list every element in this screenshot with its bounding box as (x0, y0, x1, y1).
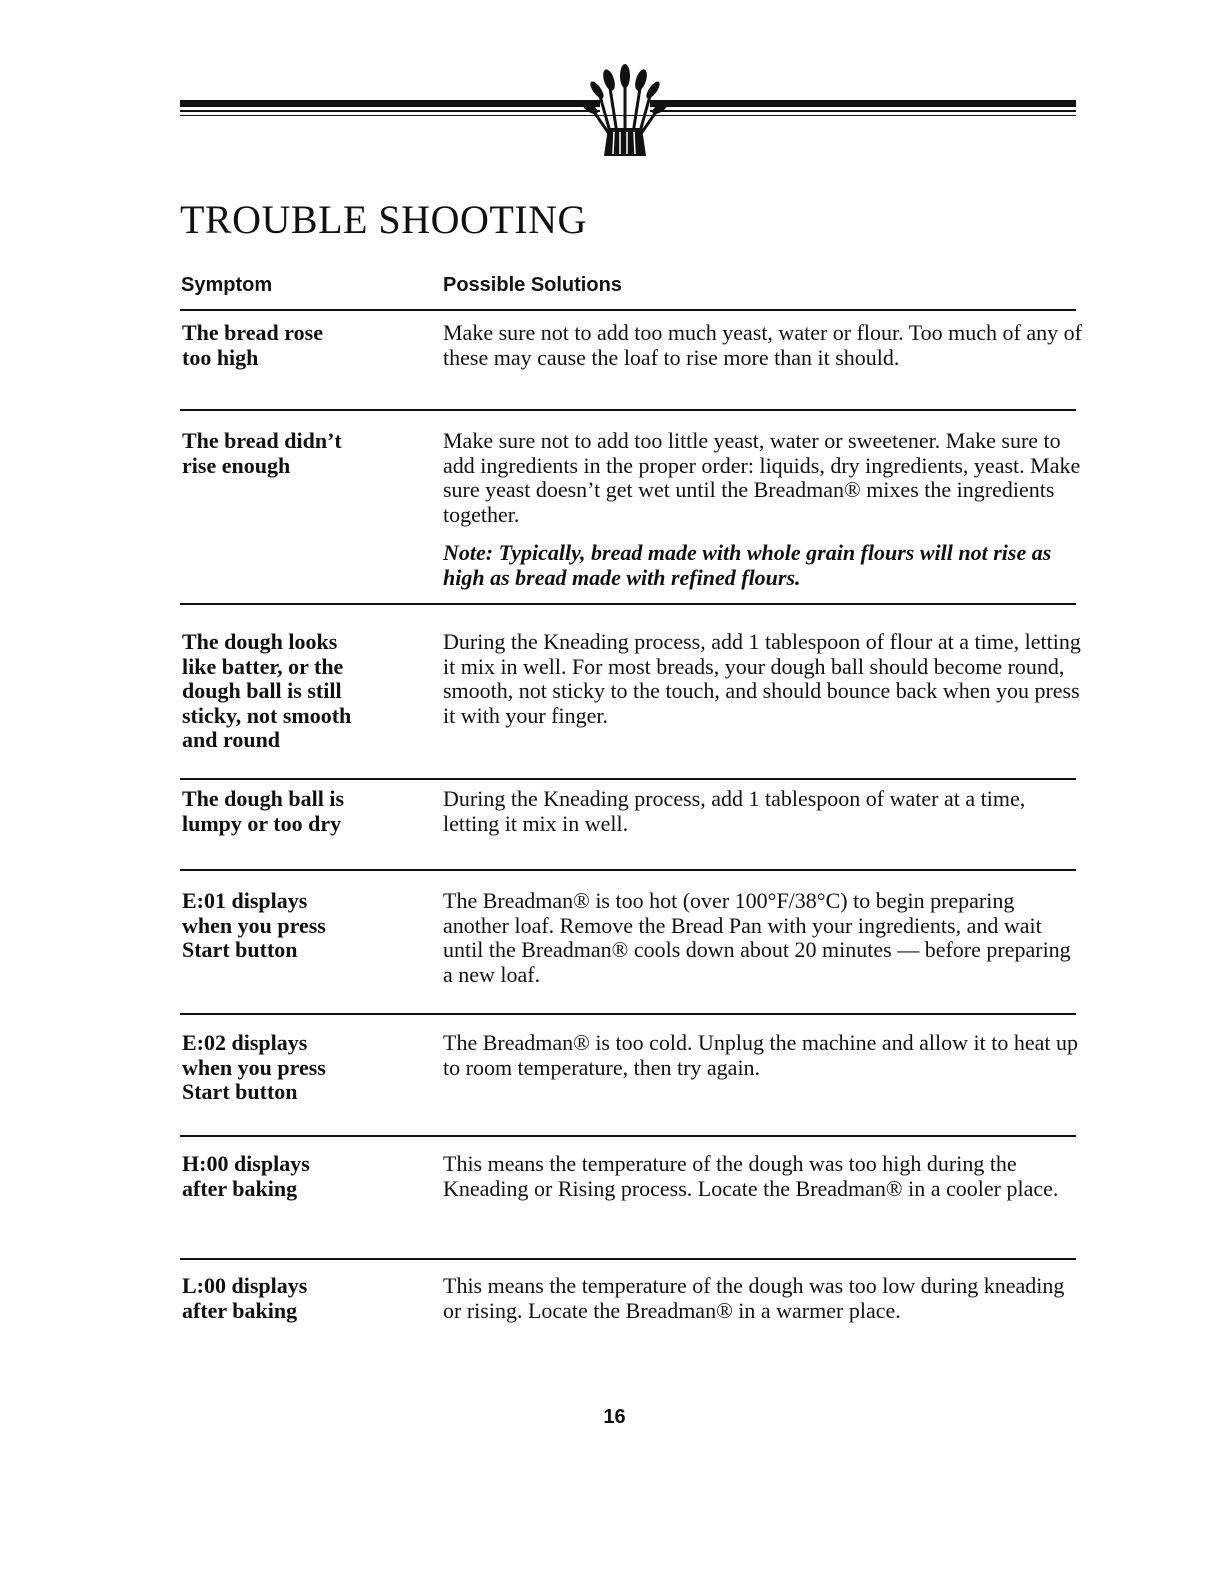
solution-note: Note: Typically, bread made with whole grain flours will not rise as high as bread made with refined flours. (443, 540, 1052, 590)
symptom-header: Symptom (181, 274, 273, 296)
row-divider (180, 1013, 1076, 1015)
wheat-sheaf-icon (580, 58, 670, 158)
solutions-header: Possible Solutions (443, 274, 622, 296)
solution-text: Make sure not to add too little yeast, water or sweetener. Make sure to add ingredients in the proper order: liquids, dry ingredients, yeast. Make sure yeast doesn’t get wet until the Breadman® mixes the ingredients together. (443, 428, 1081, 527)
symptom-text: The bread rose too high (182, 320, 323, 370)
solution-text: During the Kneading process, add 1 tablespoon of flour at a time, letting it mix in well. For most breads, your dough ball should become round, smooth, not sticky to the touch, and should bounce back when you press it with your finger. (443, 629, 1081, 728)
symptom-text: E:02 displays when you press Start button (182, 1030, 326, 1104)
symptom-text: E:01 displays when you press Start button (182, 888, 326, 962)
solution-text: This means the temperature of the dough was too low during kneading or rising. Locate the Breadman® in a warmer place. (443, 1273, 1065, 1323)
page-number: 16 (603, 1406, 626, 1428)
solution-text: The Breadman® is too hot (over 100°F/38°C) to begin preparing another loaf. Remove the Bread Pan with your ingredients, and wait until the Breadman® cools down about 20 minutes — before preparing a new loaf. (443, 888, 1071, 987)
symptom-text: The dough ball is lumpy or too dry (182, 786, 345, 836)
symptom-text: H:00 displays after baking (182, 1151, 310, 1201)
row-divider (180, 603, 1076, 605)
header-divider (180, 309, 1076, 311)
page-title: TROUBLE SHOOTING (180, 197, 587, 242)
solution-text: Make sure not to add too much yeast, water or flour. Too much of any of these may cause the loaf to rise more than it should. (443, 320, 1082, 370)
symptom-text: L:00 displays after baking (182, 1273, 308, 1323)
solution-text: This means the temperature of the dough was too high during the Kneading or Rising process. Locate the Breadman® in a cooler place. (443, 1151, 1059, 1201)
row-divider (180, 778, 1076, 780)
symptom-text: The bread didn’t rise enough (182, 428, 342, 478)
solution-text: During the Kneading process, add 1 tablespoon of water at a time, letting it mix in well. (443, 786, 1026, 836)
solution-cell (443, 429, 1083, 590)
solution-text: The Breadman® is too cold. Unplug the machine and allow it to heat up to room temperature, then try again. (443, 1030, 1079, 1080)
row-divider (180, 869, 1076, 871)
row-divider (180, 409, 1076, 411)
row-divider (180, 1135, 1076, 1137)
symptom-text: The dough looks like batter, or the dough ball is still sticky, not smooth and round (182, 629, 352, 752)
row-divider (180, 1258, 1076, 1260)
